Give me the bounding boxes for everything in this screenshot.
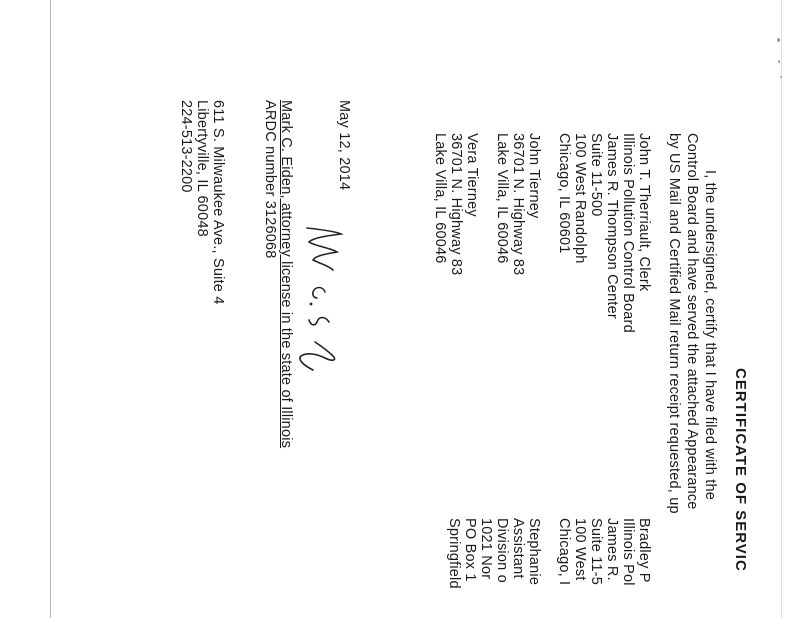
recipient-3-line-2: 36701 N. Highway 83: [448, 133, 464, 276]
recipient-5-line-6: Springfield: [446, 518, 462, 589]
recipient-3-line-1: Vera Tierney: [464, 133, 480, 217]
recipient-1-line-1: John T. Therriault, Clerk: [636, 133, 652, 292]
intro-line-3: by US Mail and Certified Mail return receipt requested, up: [666, 133, 682, 514]
recipient-4-line-6: Chicago, I: [556, 518, 572, 586]
address-line-3: 224-513-2200: [178, 100, 194, 193]
recipient-5-line-4: 1021 Nor: [478, 518, 494, 580]
recipient-4-line-4: Suite 11-5: [588, 518, 604, 586]
recipient-5-line-3: Division o: [494, 518, 510, 583]
intro-line-2: Control Board and have served the attached Appearance: [684, 133, 700, 510]
signature-line: Mark C. Eiden, attorney license in the state of Illinois: [278, 100, 294, 449]
recipient-2-line-1: John Tierney: [526, 133, 542, 219]
handwritten-signature: [295, 220, 355, 380]
intro-line-1: I, the undersigned, certify that I have filed with the: [702, 170, 718, 500]
recipient-4-line-3: James R.: [604, 518, 620, 581]
recipient-5-line-2: Assistant: [510, 518, 526, 579]
scan-edge-left: [50, 0, 51, 618]
recipient-1-line-3: James R. Thompson Center: [604, 133, 620, 319]
recipient-1-line-2: Illinois Pollution Control Board: [620, 133, 636, 333]
recipient-4-line-5: 100 West: [572, 518, 588, 581]
rotated-document-page: [178, 0, 800, 618]
date-line: May 12, 2014: [336, 100, 352, 191]
recipient-1-line-6: Chicago, IL 60601: [556, 133, 572, 254]
recipient-1-line-4: Suite 11-500: [588, 133, 604, 217]
document-title: CERTIFICATE OF SERVIC: [732, 368, 749, 572]
recipient-5-line-5: PO Box 1: [462, 518, 478, 582]
recipient-2-line-3: Lake Villa, IL 60046: [494, 133, 510, 264]
recipient-4-line-2: Illinois Pol: [620, 518, 636, 586]
recipient-2-line-2: 36701 N. Highway 83: [510, 133, 526, 276]
ardc-number: ARDC number 3126068: [262, 100, 278, 259]
recipient-1-line-5: 100 West Randolph: [572, 133, 588, 264]
address-line-1: 611 S. Milwaukee Ave., Suite 4: [210, 100, 226, 305]
recipient-4-line-1: Bradley P: [636, 518, 652, 583]
recipient-5-line-1: Stephanie: [526, 518, 542, 586]
address-line-2: Libertyville, IL 60048: [194, 100, 210, 237]
recipient-3-line-3: Lake Villa, IL 60046: [432, 133, 448, 264]
